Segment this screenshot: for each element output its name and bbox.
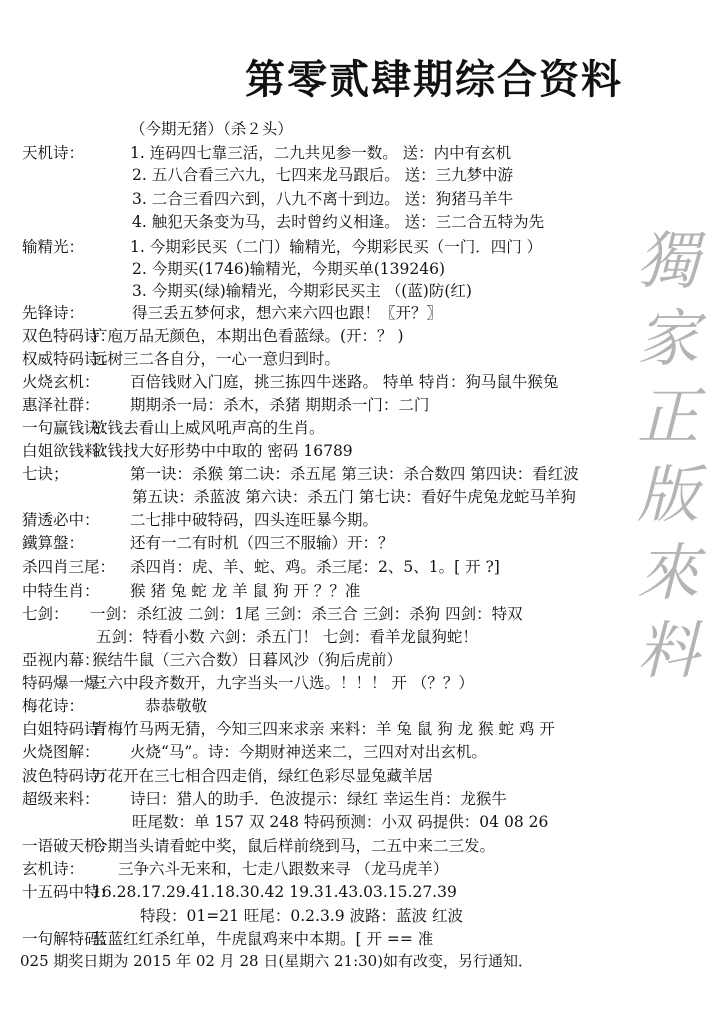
row-label: 鐵算盤： bbox=[22, 534, 85, 552]
row-label: 中特生肖： bbox=[22, 582, 100, 600]
row-text: 欲钱去看山上威风吼声高的生肖。 bbox=[92, 419, 325, 437]
row-text: 百倍钱财入门庭，挑三拣四牛迷路。 特单 特肖：狗马鼠牛猴兔 bbox=[130, 373, 559, 391]
row-text: 期期杀一局：杀木，杀猪 期期杀一门：二门 bbox=[130, 396, 430, 414]
row-label: 亞视内幕： bbox=[22, 651, 100, 669]
row-text: 1. 连码四七靠三活，二九共见参一数。 送：内中有玄机 bbox=[130, 144, 512, 162]
watermark-char: 版 bbox=[636, 458, 699, 531]
row-label: 七剑： bbox=[22, 605, 69, 623]
row-text: 还有一二有时机（四三不服输）开：？ bbox=[130, 534, 394, 552]
row-text: 旺尾数：单 157 双 248 特码预测：小双 码提供：04 08 26 bbox=[132, 813, 549, 831]
row-text: 得三丢五梦何求，想六来六四也跟！〖开？〗 bbox=[132, 304, 443, 322]
row-text: 2. 五八合看三六九，七四来龙马跟后。 送：三九梦中游 bbox=[132, 166, 514, 184]
row-label: 白姐欲钱料： bbox=[22, 442, 116, 460]
row-label: 白姐特码诗： bbox=[22, 720, 116, 738]
row-text: 2. 今期买(1746)输精光，今期买单(139246) bbox=[132, 260, 446, 278]
row-label: 超级来料： bbox=[22, 790, 100, 808]
row-label: 七诀； bbox=[22, 465, 69, 483]
row-text: 诗曰：猎人的助手．色波提示：绿红 幸运生肖：龙猴牛 bbox=[130, 790, 507, 808]
row-text: 火烧“马”。诗：今期财神送来二，三四对对出玄机。 bbox=[130, 743, 487, 761]
row-label: 火烧图解： bbox=[22, 743, 100, 761]
row-label: 权威特码诗： bbox=[22, 350, 116, 368]
row-text: 万花开在三七相合四走俏，绿红色彩尽显兔藏羊居 bbox=[92, 767, 434, 785]
watermark-char: 正 bbox=[636, 380, 699, 453]
row-text: 五剑：特看小数 六剑：杀五门！ 七剑：看羊龙鼠狗蛇！ bbox=[96, 628, 478, 646]
row-label: 杀四肖三尾： bbox=[22, 558, 116, 576]
row-label: 玄机诗： bbox=[22, 860, 85, 878]
row-label: 惠泽社群： bbox=[22, 396, 100, 414]
row-text: 三争六斗无来和，七走八跟数来寻 （龙马虎羊） bbox=[118, 860, 449, 878]
row-label: 一句解特码： bbox=[22, 930, 116, 948]
row-label: 梅花诗： bbox=[22, 697, 85, 715]
row-label: 一句赢钱诀： bbox=[22, 419, 116, 437]
draw-date-footer: 025 期奖日期为 2015 年 02 月 28 日(星期六 21:30)如有改变，另行通知． bbox=[20, 952, 534, 970]
row-label: 波色特码诗： bbox=[22, 767, 116, 785]
row-label: 火烧玄机： bbox=[22, 373, 100, 391]
row-text: 猴结牛鼠（三六合数）日暮风沙（狗后虎前） bbox=[92, 651, 403, 669]
row-text: 恭恭敬敬 bbox=[145, 697, 208, 715]
row-text: 3. 今期买(绿)输精光，今期彩民买主 （(蓝)防(红) bbox=[132, 282, 472, 300]
row-text: 广庖万品无颜色，本期出色看蓝绿。(开：？ ) bbox=[92, 327, 404, 345]
row-text: 1. 今期彩民买（二门）输精光，今期彩民买（一门．四门 ） bbox=[130, 238, 543, 256]
row-text: 欲钱找大好形势中中取的 密码 16789 bbox=[92, 442, 353, 460]
row-text: 二七排中破特码，四头连旺暴今期。 bbox=[130, 511, 379, 529]
row-text: 4. 触犯天条变为马，去时曾约义相逢。 送：三二合五特为先 bbox=[132, 213, 545, 231]
row-text: 青梅竹马两无猜，今知三四来求亲 来料：羊 兔 鼠 狗 龙 猴 蛇 鸡 开 bbox=[92, 720, 555, 738]
watermark-char: 料 bbox=[636, 614, 699, 687]
row-text: 杀四肖：虎、羊、蛇、鸡。杀三尾：2、5、1。[ 开 ?] bbox=[130, 558, 500, 576]
row-text: 蓝蓝红红杀红单，牛虎鼠鸡来中本期。[ 开 == 准 bbox=[92, 930, 434, 948]
row-label: 一语破天机： bbox=[22, 837, 116, 855]
row-label: 天机诗： bbox=[22, 144, 85, 162]
row-label: 猜透必中： bbox=[22, 511, 100, 529]
row-text: 特段：01=21 旺尾：0.2.3.9 波路：蓝波 红波 bbox=[140, 907, 463, 925]
row-text: 一剑：杀红波 二剑：1尾 三剑：杀三合 三剑：杀狗 四剑：特双 bbox=[90, 605, 523, 623]
row-text: 远树三二各自分，一心一意归到时。 bbox=[92, 350, 341, 368]
row-label: 十五码中特： bbox=[22, 883, 116, 901]
row-label: 双色特码诗： bbox=[22, 327, 116, 345]
row-text: 16.28.17.29.41.18.30.42 19.31.43.03.15.27.39 bbox=[92, 883, 457, 901]
row-label: 特码爆一爆： bbox=[22, 674, 116, 692]
row-text: 第一诀：杀猴 第二诀：杀五尾 第三诀：杀合数四 第四诀：看红波 bbox=[130, 465, 579, 483]
row-label: 先锋诗： bbox=[22, 304, 85, 322]
watermark-char: 獨 bbox=[636, 224, 699, 297]
watermark-stamp bbox=[618, 222, 718, 690]
page-title: 第零贰肆期综合资料 bbox=[245, 57, 623, 103]
watermark-char: 來 bbox=[636, 536, 699, 609]
watermark-char: 家 bbox=[636, 302, 699, 375]
row-text: 今期当头请看蛇中奖，鼠后样前绕到马，二五中来二三发。 bbox=[92, 837, 496, 855]
header-note: （今期无猪）（杀２头） bbox=[130, 120, 293, 138]
row-text: 三六中段齐数开，九字当头一八选。！！！ 开 （？？） bbox=[92, 674, 474, 692]
row-text: 第五诀：杀蓝波 第六诀：杀五门 第七诀：看好牛虎兔龙蛇马羊狗 bbox=[132, 488, 576, 506]
row-text: 3. 二合三看四六到，八九不离十到边。 送：狗猪马羊牛 bbox=[132, 190, 514, 208]
row-label: 输精光： bbox=[22, 238, 85, 256]
row-text: 猴 猪 兔 蛇 龙 羊 鼠 狗 开 ？？准 bbox=[130, 582, 361, 600]
